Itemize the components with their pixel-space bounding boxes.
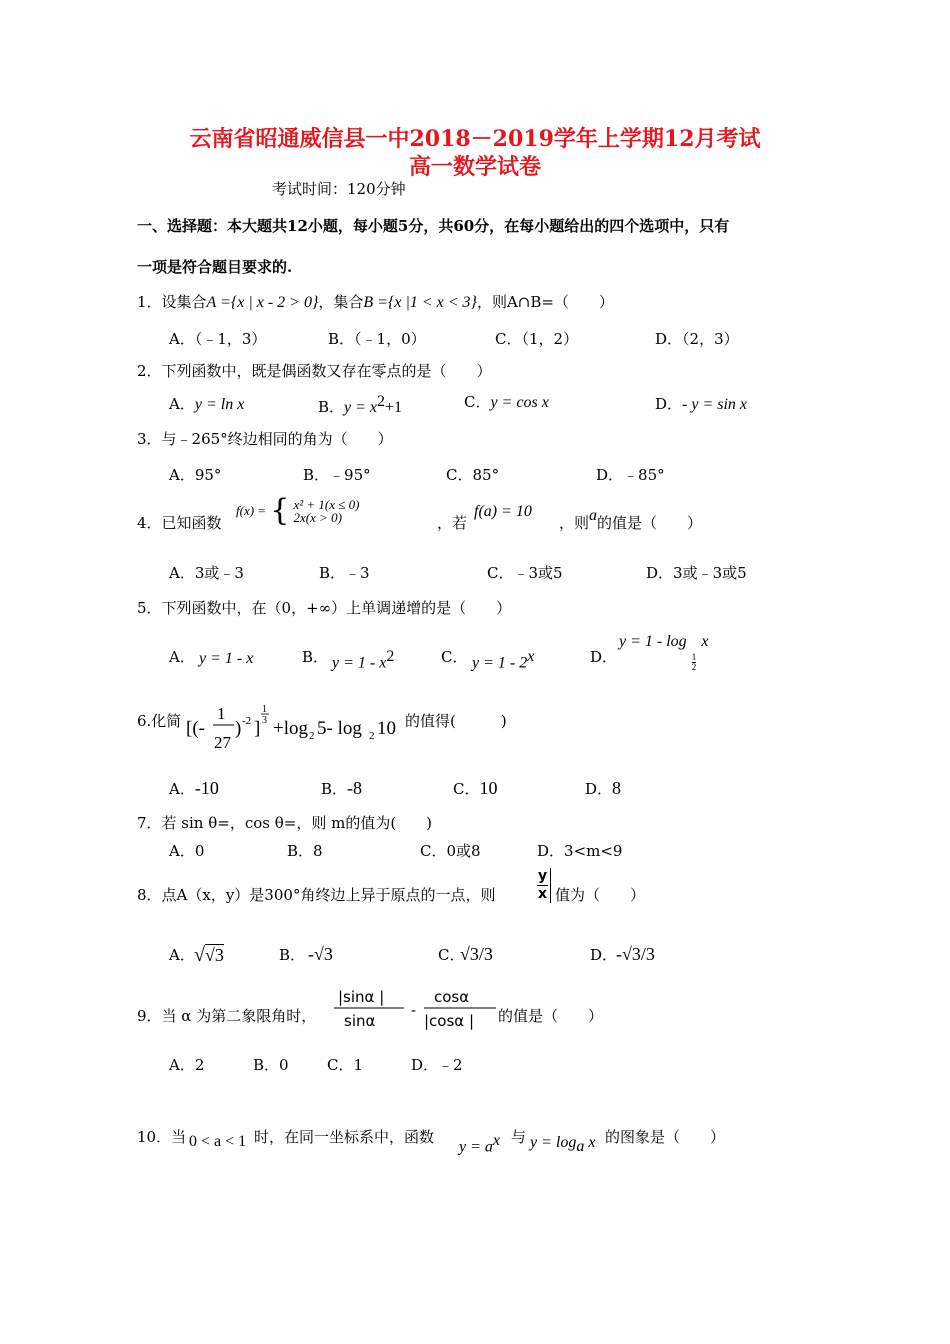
svg-text:+log: +log <box>273 718 308 739</box>
section-heading-line1: 一、选择题：本大题共12小题，每小题5分，共60分，在每小题给出的四个选项中，只有 <box>137 217 730 235</box>
q9-expression-svg <box>326 982 498 1034</box>
svg-text:]: ] <box>254 718 261 739</box>
q2-option-a: A．y = ln x <box>169 395 245 413</box>
q8-value-b: -√3 <box>308 944 333 964</box>
exam-title-line1: 云南省昭通威信县一中2018－2019学年上学期12月考试 <box>189 126 761 152</box>
set-a-formula: A ={x | x - 2 > 0} <box>206 294 319 311</box>
svg-text:-2: -2 <box>242 715 252 727</box>
exam-time: 考试时间：120分钟 <box>272 180 406 198</box>
question-6-stem-a: 6.化简 <box>137 712 182 730</box>
question-7-stem: 7．若 sin θ=，cos θ=，则 m的值为( ) <box>137 814 433 832</box>
q3-option-c: C．85° <box>446 466 500 484</box>
question-9-stem-b: 的值是（ ） <box>498 1007 604 1025</box>
q5-option-b-label: B． <box>302 648 329 666</box>
q10-condition: 0 < a < 1 <box>189 1133 247 1150</box>
q5-formula-c: y = 1 - 2$^x$ <box>472 648 535 672</box>
q8-value-a: √√3 <box>194 944 224 966</box>
svg-text:1: 1 <box>217 704 226 723</box>
q5-formula-d: y = 1 - log $\frac{1}{2}$ x <box>619 633 709 672</box>
q6-option-a: A．-10 <box>169 778 219 798</box>
q10-function-1: $y = a^x$ <box>459 1132 501 1156</box>
svg-text:[(-: [(- <box>186 718 205 739</box>
q1-option-b: B．（﹣1，0） <box>328 330 426 348</box>
half-base: $\frac{1}{2}$ <box>691 652 697 672</box>
q4-option-a: A．3或﹣3 <box>169 564 244 582</box>
q3-option-b: B．﹣95° <box>303 466 371 484</box>
q2-option-c: C．y = cos x <box>464 393 549 411</box>
q4-option-d: D．3或﹣3或5 <box>646 564 747 582</box>
q1-option-c: C．（1，2） <box>495 330 579 348</box>
question-10-stem-d: 的图象是（ ） <box>605 1128 726 1146</box>
q2-option-b: B．$y = x^2+1$ <box>318 393 403 416</box>
question-8-stem-a: 8．点A（x，y）是300°角终边上异于原点的一点，则 <box>137 886 496 904</box>
svg-text:2: 2 <box>309 730 315 742</box>
q9-expression <box>326 982 498 1038</box>
svg-text:): ) <box>235 718 242 739</box>
question-8-stem-b: 值为（ ） <box>555 886 646 904</box>
q8-option-b-label: B． <box>279 946 306 964</box>
question-4-stem-b: ，若 <box>437 514 468 532</box>
q9-option-d: D．﹣2 <box>411 1056 463 1074</box>
q7-option-d: D．3<m<9 <box>537 842 623 860</box>
piecewise-function: f(x) = { x² + 1(x ≤ 0) 2x(x > 0) <box>236 493 360 528</box>
exam-title-line2: 高一数学试卷 <box>408 154 541 180</box>
q5-option-a-label: A． <box>169 648 195 666</box>
q5-formula-a: y = 1 - x <box>199 650 254 667</box>
q8-value-c: √3/3 <box>460 944 493 964</box>
svg-text:2: 2 <box>369 730 375 742</box>
q3-option-d: D．﹣85° <box>596 466 665 484</box>
q6-expression <box>185 700 407 760</box>
q7-option-a: A．0 <box>169 842 205 860</box>
q2-formula-a: y = ln x <box>194 396 245 413</box>
svg-text:27: 27 <box>214 733 231 752</box>
svg-text:5- log: 5- log <box>317 718 362 739</box>
q10-function-2: $y = \log_a x$ <box>530 1134 596 1156</box>
question-6-stem-b: 的值得( ) <box>405 712 507 730</box>
q1-option-a: A．（﹣1，3） <box>169 330 267 348</box>
q9-option-b: B．0 <box>253 1056 289 1074</box>
q8-option-a-label: A． <box>169 946 195 964</box>
q6-option-c: C．10 <box>453 778 498 798</box>
question-9-stem-a: 9．当 α 为第二象限角时， <box>137 1007 317 1025</box>
q3-option-a: A．95° <box>169 466 222 484</box>
q2-formula-d: - y = sin x <box>682 396 748 413</box>
svg-text:|sinα |: |sinα | <box>338 988 385 1006</box>
q6-option-b: B．-8 <box>321 778 363 798</box>
q5-option-c-label: C． <box>441 648 468 666</box>
left-brace: { <box>270 493 290 528</box>
q5-formula-b: $y = 1 - x^2$ <box>332 648 395 672</box>
q2-formula-c: y = cos x <box>490 394 549 411</box>
q1-option-d: D．（2，3） <box>655 330 739 348</box>
question-4-stem-c: ，则a的值是（ ） <box>559 507 703 532</box>
svg-text:cosα: cosα <box>434 988 470 1006</box>
section-heading-line2: 一项是符合题目要求的. <box>137 258 293 276</box>
q9-option-a: A．2 <box>169 1056 205 1074</box>
q6-option-d: D．8 <box>585 778 622 798</box>
q8-option-d-label: D． <box>590 946 618 964</box>
question-3-stem: 3．与﹣265°终边相同的角为（ ） <box>137 430 393 448</box>
q4-option-c: C．﹣3或5 <box>487 564 563 582</box>
question-10-stem-c: 与 <box>511 1128 527 1146</box>
q7-option-b: B．8 <box>287 842 323 860</box>
svg-text:1: 1 <box>262 704 267 715</box>
question-10-stem-b: 时，在同一坐标系中，函数 <box>254 1128 435 1146</box>
q4-option-b: B．﹣3 <box>319 564 370 582</box>
q8-option-c-label: C． <box>438 946 465 964</box>
q8-value-d: -√3/3 <box>616 944 655 964</box>
svg-text:|cosα |: |cosα | <box>424 1012 475 1030</box>
q4-condition: f(a) = 10 <box>474 503 532 520</box>
svg-text:3: 3 <box>262 715 267 726</box>
q6-expression-svg <box>185 700 407 756</box>
set-b-formula: B ={x |1 < x < 3} <box>363 294 477 311</box>
question-10-stem-a: 10．当 <box>137 1128 187 1146</box>
q5-option-d-label: D． <box>590 648 618 666</box>
q7-option-c: C．0或8 <box>420 842 481 860</box>
svg-text:-: - <box>411 1003 417 1019</box>
question-2-stem: 2．下列函数中，既是偶函数又存在零点的是（ ） <box>137 362 492 380</box>
q9-option-c: C．1 <box>327 1056 364 1074</box>
question-5-stem: 5．下列函数中，在（0，+∞）上单调递增的是（ ） <box>137 599 512 617</box>
question-1-stem: 1．设集合A ={x | x - 2 > 0}，集合B ={x |1 < x < 3}，则A∩B=（ ） <box>137 293 614 311</box>
svg-text:10: 10 <box>377 718 396 739</box>
svg-text:sinα: sinα <box>344 1012 376 1030</box>
question-4-stem-a: 4．已知函数 <box>137 514 222 532</box>
q8-ratio: $\frac{y}{x}$ <box>537 868 551 903</box>
q2-option-d: D．- y = sin x <box>655 395 748 413</box>
